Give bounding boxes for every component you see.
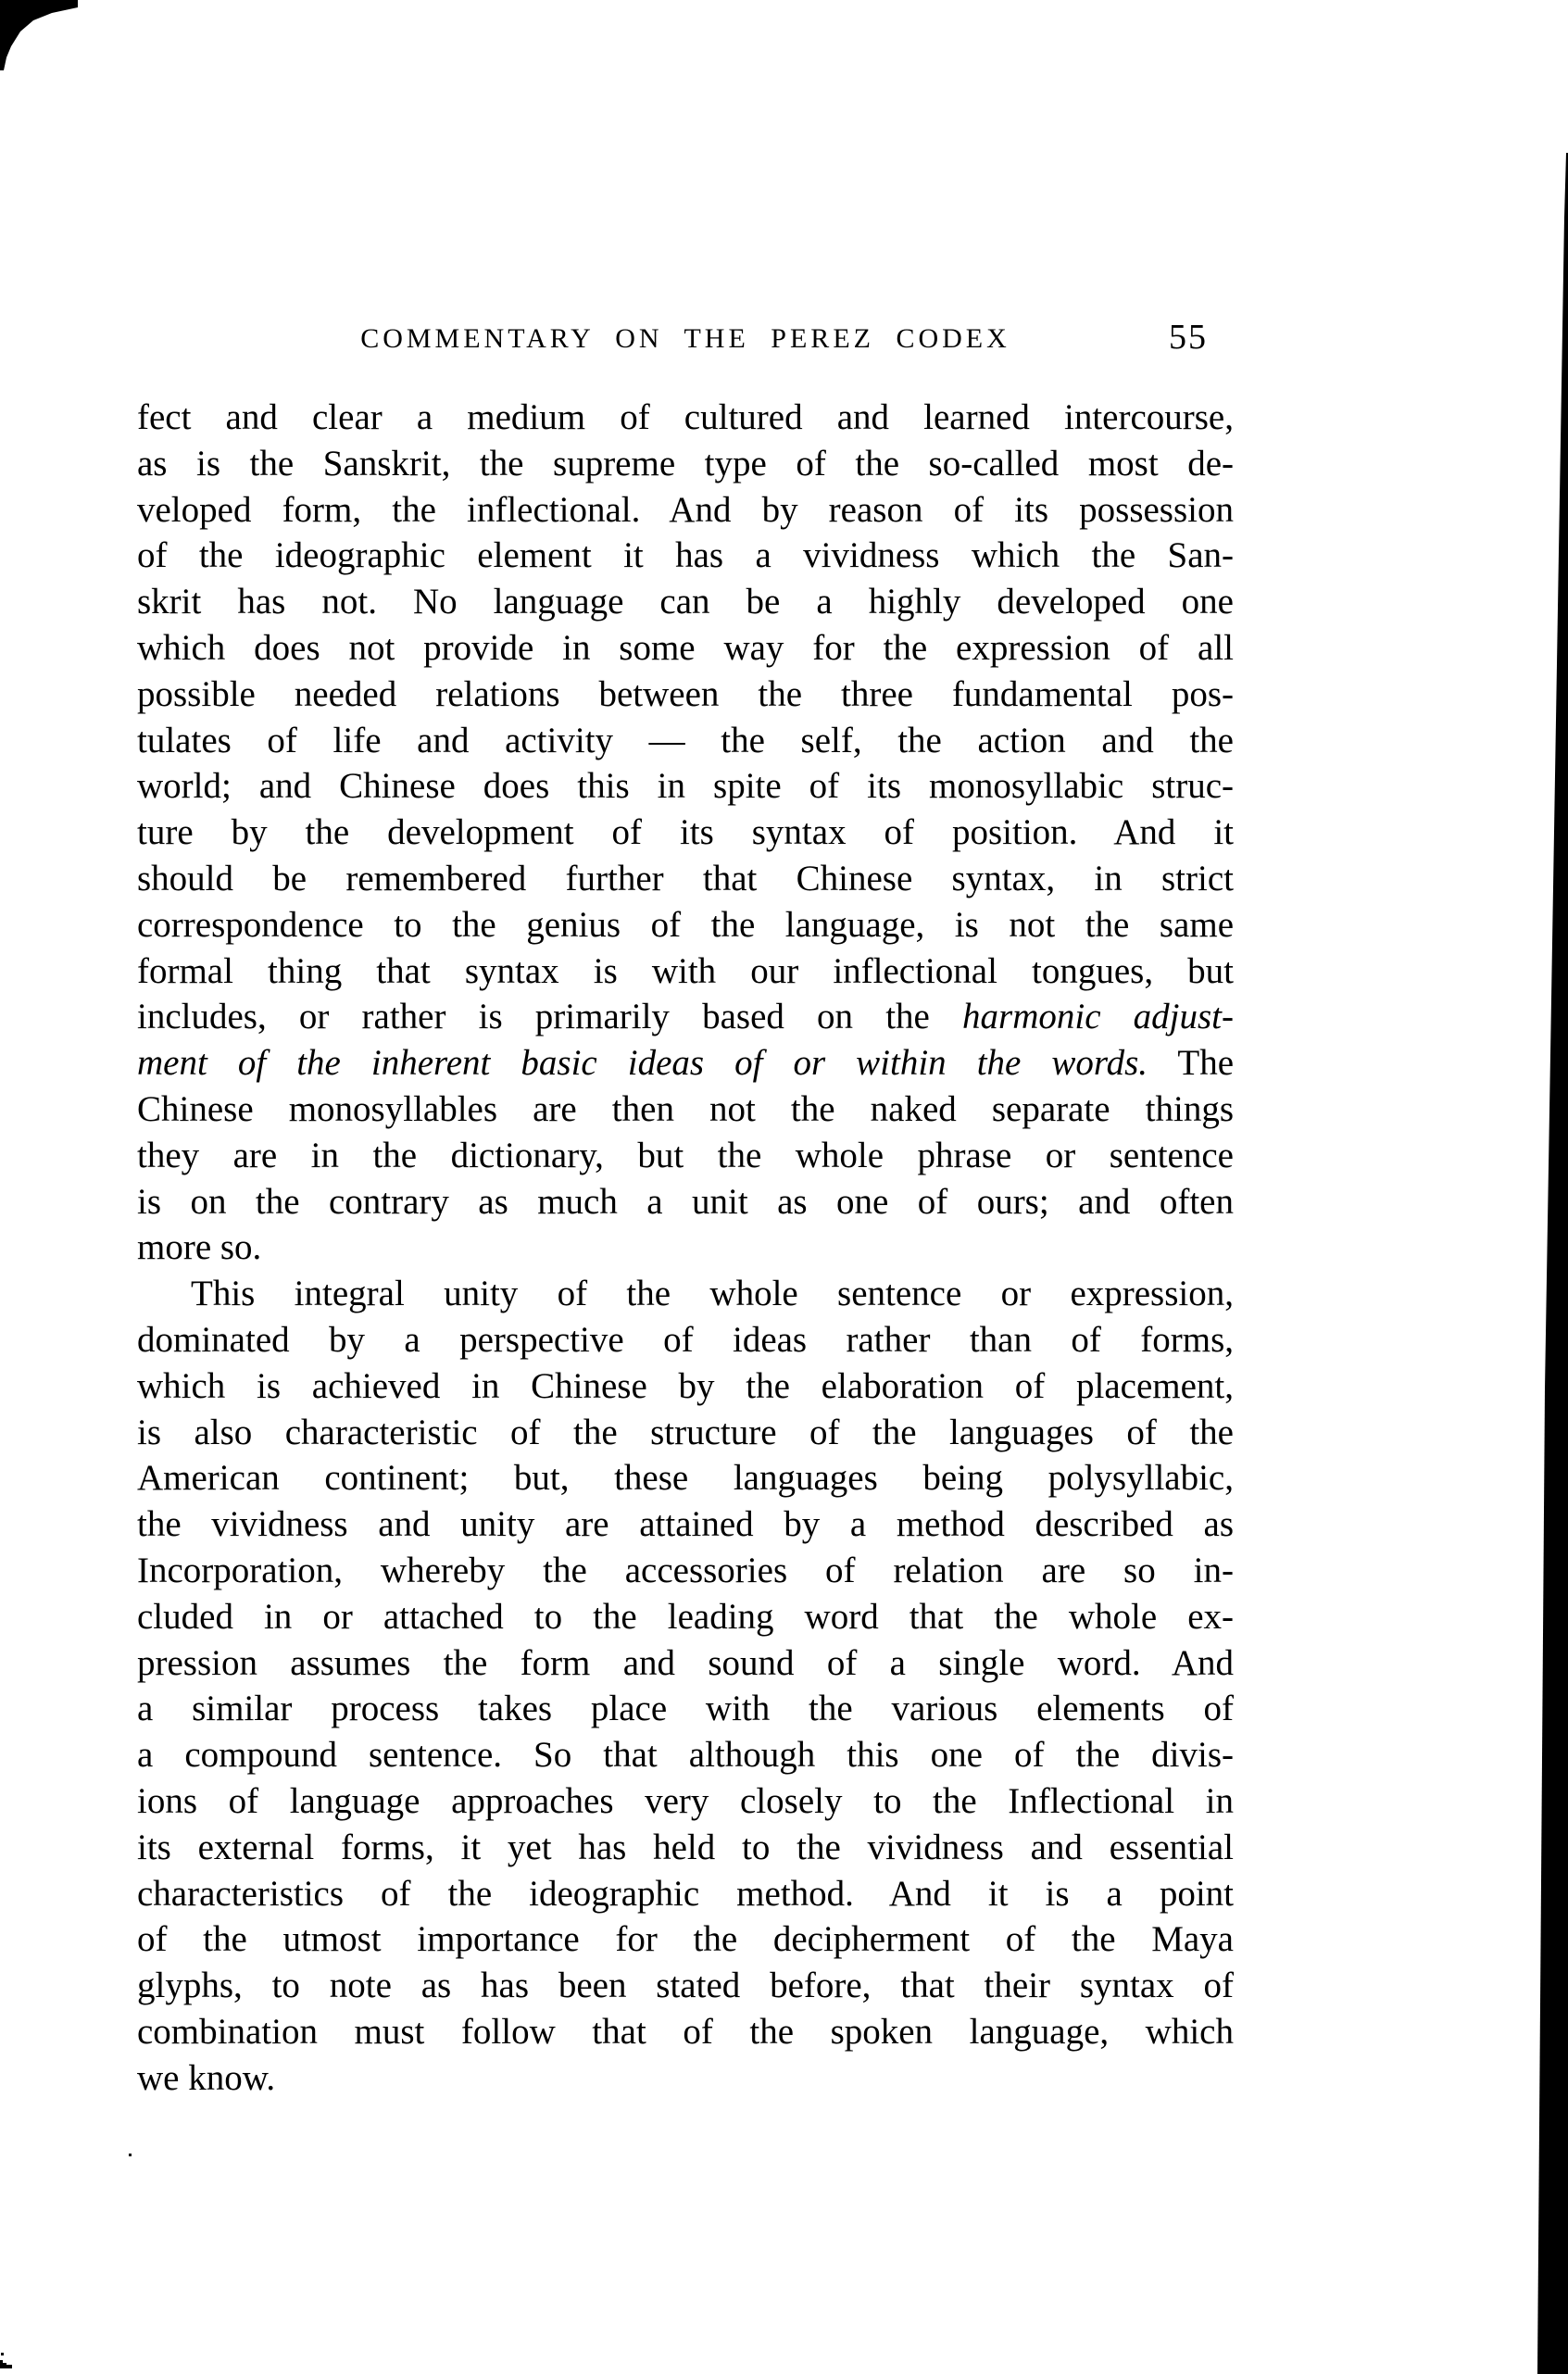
text-line xyxy=(137,1040,1234,1087)
text-line xyxy=(137,533,1234,579)
text-line xyxy=(137,1225,1234,1271)
text-segment: dominated by a perspective of ideas rather than of forms, xyxy=(137,1319,1234,1360)
text-line xyxy=(137,395,1234,441)
text-line xyxy=(137,1548,1234,1594)
text-segment: American continent; but, these languages being polysyllabic, xyxy=(137,1458,1234,1499)
ink-speck xyxy=(1,2353,4,2355)
text-line xyxy=(137,579,1234,625)
text-segment: formal thing that syntax is with our inflectional tongues, but xyxy=(137,950,1234,991)
scan-edge-artifact xyxy=(0,2360,12,2368)
text-segment: they are in the dictionary, but the whole phrase or sentence xyxy=(137,1135,1234,1175)
text-segment: veloped form, the inflectional. And by reason of its possession xyxy=(137,489,1234,530)
text-segment: Chinese monosyllables are then not the naked separate things xyxy=(137,1088,1234,1129)
text-line xyxy=(137,718,1234,764)
text-segment: world; and Chinese does this in spite of its monosyllabic struc- xyxy=(137,766,1234,807)
text-line xyxy=(137,625,1234,672)
ink-speck xyxy=(129,2154,132,2156)
text-line xyxy=(137,1825,1234,1871)
text-line xyxy=(137,902,1234,948)
chapter-running-title: COMMENTARY ON THE PEREZ CODEX xyxy=(360,323,1010,354)
text-segment: possible needed relations between the three fundamental pos- xyxy=(137,673,1234,714)
body-text xyxy=(137,395,1234,2101)
text-segment: its external forms, it yet has held to the vividness and essential xyxy=(137,1827,1234,1867)
text-line xyxy=(137,856,1234,902)
text-line xyxy=(137,1317,1234,1363)
text-line xyxy=(137,2009,1234,2055)
text-segment: a similar process takes place with the various elements of xyxy=(137,1689,1234,1729)
text-segment: correspondence to the genius of the language, is not the same xyxy=(137,904,1234,945)
text-line xyxy=(137,1501,1234,1548)
italic-text-segment: harmonic adjust- xyxy=(962,997,1234,1037)
text-segment: skrit has not. No language can be a highly developed one xyxy=(137,582,1234,622)
text-line xyxy=(137,1087,1234,1133)
text-line xyxy=(137,1963,1234,2009)
text-line xyxy=(137,994,1234,1040)
text-segment: is also characteristic of the structure of the languages of the xyxy=(137,1412,1234,1452)
text-segment: which is achieved in Chinese by the elaboration of placement, xyxy=(137,1365,1234,1406)
text-line xyxy=(137,1179,1234,1225)
text-line xyxy=(137,1594,1234,1640)
text-line xyxy=(137,1410,1234,1456)
text-segment: the vividness and unity are attained by a method described as xyxy=(137,1504,1234,1545)
text-segment: as is the Sanskrit, the supreme type of the so-called most de- xyxy=(137,443,1234,484)
text-line xyxy=(137,1363,1234,1410)
text-line xyxy=(137,1916,1234,1963)
running-head xyxy=(137,318,1234,359)
text-segment: of the ideographic element it has a vividness which the San- xyxy=(137,535,1234,576)
text-line xyxy=(137,810,1234,856)
text-segment: glyphs, to note as has been stated before, that their syntax of xyxy=(137,1966,1234,2006)
text-line xyxy=(137,672,1234,718)
scan-corner-artifact xyxy=(0,0,83,70)
text-segment: which does not provide in some way for the expression of all xyxy=(137,627,1234,668)
text-line xyxy=(137,1732,1234,1778)
binding-gutter-shadow xyxy=(1531,153,1568,2374)
text-line xyxy=(137,1871,1234,1917)
page-number: 55 xyxy=(1169,318,1208,357)
text-segment: combination must follow that of the spoken language, which xyxy=(137,2011,1234,2052)
text-segment: characteristics of the ideographic method. And it is a point xyxy=(137,1873,1234,1914)
text-segment: should be remembered further that Chinese syntax, in strict xyxy=(137,858,1234,898)
text-line xyxy=(137,1455,1234,1501)
text-segment: tulates of life and activity — the self, the action and the xyxy=(137,720,1234,760)
text-segment: includes, or rather is primarily based on the xyxy=(137,997,963,1037)
text-segment: a compound sentence. So that although this one of the divis- xyxy=(137,1735,1234,1776)
italic-text-segment: ment of the inherent basic ideas of or within the words. xyxy=(137,1043,1148,1084)
text-segment: fect and clear a medium of cultured and learned intercourse, xyxy=(137,397,1234,437)
text-line xyxy=(137,441,1234,487)
text-segment: ions of language approaches very closely to the Inflectional in xyxy=(137,1780,1234,1821)
text-segment: of the utmost importance for the decipherment of the Maya xyxy=(137,1919,1234,1960)
text-segment: ture by the development of its syntax of position. And it xyxy=(137,812,1234,853)
text-line xyxy=(137,1778,1234,1825)
text-segment: we know. xyxy=(137,2057,276,2098)
text-line xyxy=(137,1133,1234,1179)
text-line xyxy=(137,948,1234,995)
text-line xyxy=(137,1686,1234,1732)
text-segment: is on the contrary as much a unit as one of ours; and often xyxy=(137,1181,1234,1222)
text-line xyxy=(137,487,1234,534)
text-segment: Incorporation, whereby the accessories of relation are so in- xyxy=(137,1550,1234,1590)
text-segment: pression assumes the form and sound of a single word. And xyxy=(137,1642,1234,1683)
text-segment: more so. xyxy=(137,1227,262,1268)
text-line xyxy=(137,1640,1234,1687)
text-line xyxy=(137,2055,1234,2102)
text-line xyxy=(137,763,1234,810)
text-line xyxy=(137,1271,1234,1317)
text-segment: This integral unity of the whole sentence or expression, xyxy=(191,1274,1234,1314)
text-segment: The xyxy=(1148,1043,1234,1084)
text-segment: cluded in or attached to the leading word that the whole ex- xyxy=(137,1596,1234,1637)
